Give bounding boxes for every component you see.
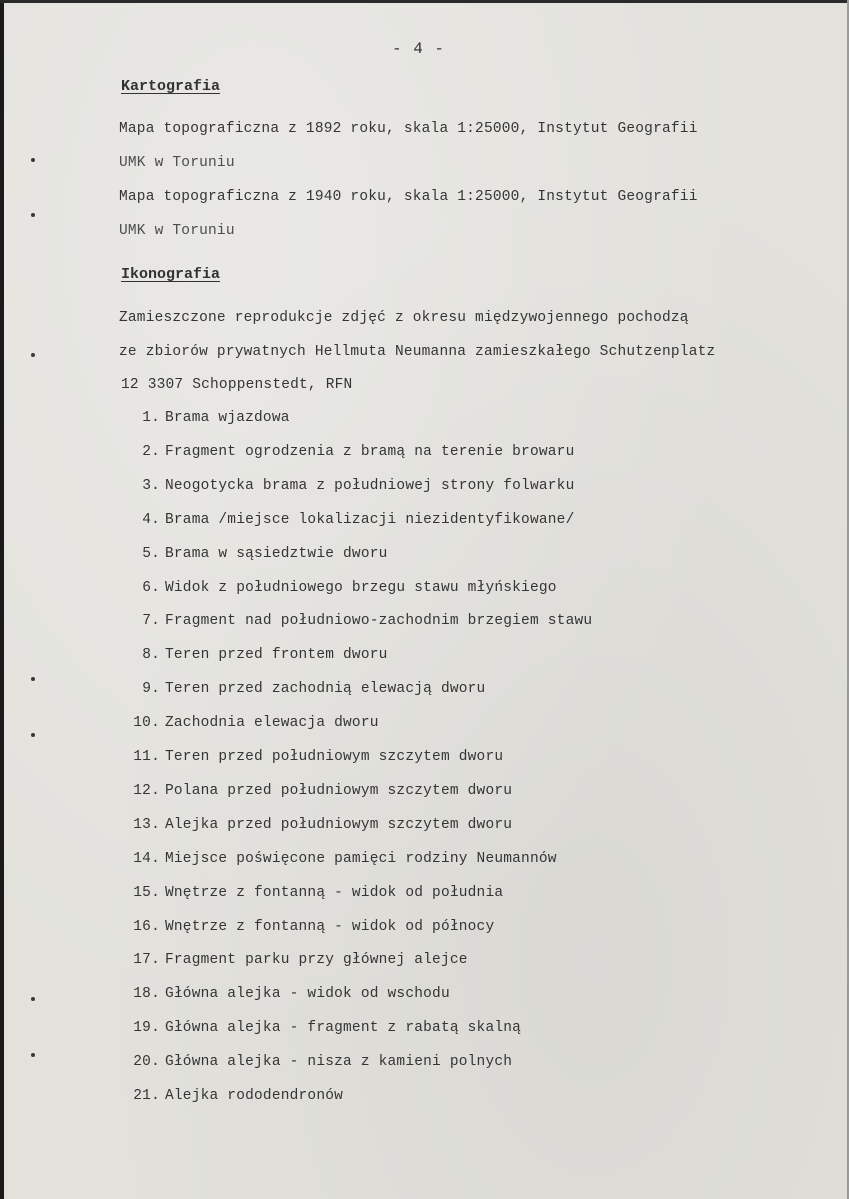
list-item-number: 4. xyxy=(142,511,160,528)
punch-hole-mark xyxy=(31,213,35,217)
ikonografia-intro-line: Zamieszczone reprodukcje zdjęć z okresu międzywojennego pochodzą xyxy=(119,310,689,326)
list-item-number: 19. xyxy=(133,1020,160,1037)
list-item-text: Zachodnia elewacja dworu xyxy=(165,715,379,732)
list-item-text: Wnętrze z fontanną - widok od północy xyxy=(165,918,495,935)
list-item-number: 1. xyxy=(142,410,160,426)
punch-hole-mark xyxy=(31,997,35,1001)
section-heading-ikonografia: Ikonografia xyxy=(121,266,221,283)
kartografia-line: Mapa topograficzna z 1940 roku, skala 1:25000, Instytut Geografii xyxy=(119,189,698,205)
punch-hole-mark xyxy=(31,1053,35,1057)
scan-edge-top xyxy=(0,0,849,3)
list-item-number: 13. xyxy=(133,816,160,833)
list-item-number: 16. xyxy=(133,918,160,935)
list-item-text: Polana przed południowym szczytem dworu xyxy=(165,782,513,799)
list-item-number: 20. xyxy=(133,1054,160,1071)
list-item-text: Główna alejka - fragment z rabatą skalną xyxy=(165,1020,522,1037)
kartografia-line: UMK w Toruniu xyxy=(119,155,235,171)
scan-edge-left xyxy=(0,0,4,1199)
ikonografia-intro-line: 12 3307 Schoppenstedt, RFN xyxy=(121,377,353,393)
list-item-text: Brama w sąsiedztwie dworu xyxy=(165,545,388,562)
list-item-text: Brama /miejsce lokalizacji niezidentyfikowane/ xyxy=(165,511,575,528)
list-item-text: Teren przed frontem dworu xyxy=(165,647,388,664)
list-item-text: Fragment nad południowo-zachodnim brzegiem stawu xyxy=(165,613,593,630)
punch-hole-mark xyxy=(31,158,35,162)
list-item-text: Miejsce poświęcone pamięci rodziny Neumannów xyxy=(165,850,557,867)
list-item-number: 18. xyxy=(133,986,160,1003)
list-item-number: 6. xyxy=(142,579,160,596)
list-item-number: 3. xyxy=(142,477,160,494)
list-item-text: Neogotycka brama z południowej strony folwarku xyxy=(165,477,575,494)
list-item-number: 17. xyxy=(133,952,160,969)
ikonografia-intro-line: ze zbiorów prywatnych Hellmuta Neumanna zamieszkałego Schutzenplatz xyxy=(119,344,716,360)
list-item-number: 9. xyxy=(142,681,160,698)
list-item-text: Alejka rododendronów xyxy=(165,1088,344,1104)
punch-hole-mark xyxy=(31,677,35,681)
list-item-number: 15. xyxy=(133,884,160,901)
kartografia-line: UMK w Toruniu xyxy=(119,223,235,239)
list-item-text: Brama wjazdowa xyxy=(165,410,290,426)
list-item-number: 12. xyxy=(133,782,160,799)
punch-hole-mark xyxy=(31,353,35,357)
list-item-number: 8. xyxy=(142,647,160,664)
list-item-text: Fragment ogrodzenia z bramą na terenie browaru xyxy=(165,443,575,460)
list-item-text: Alejka przed południowym szczytem dworu xyxy=(165,816,513,833)
list-item-number: 21. xyxy=(133,1088,160,1104)
list-item-text: Teren przed zachodnią elewacją dworu xyxy=(165,681,486,698)
punch-hole-mark xyxy=(31,733,35,737)
list-item-text: Teren przed południowym szczytem dworu xyxy=(165,749,504,765)
list-item-number: 5. xyxy=(142,545,160,562)
list-item-text: Wnętrze z fontanną - widok od południa xyxy=(165,884,504,901)
list-item-text: Widok z południowego brzegu stawu młyńskiego xyxy=(165,579,557,596)
list-item-number: 2. xyxy=(142,443,160,460)
page-number: - 4 - xyxy=(392,40,446,58)
list-item-text: Główna alejka - nisza z kamieni polnych xyxy=(165,1054,513,1071)
list-item-text: Fragment parku przy głównej alejce xyxy=(165,952,468,969)
kartografia-line: Mapa topograficzna z 1892 roku, skala 1:25000, Instytut Geografii xyxy=(119,121,698,137)
list-item-number: 10. xyxy=(133,715,160,732)
list-item-number: 11. xyxy=(133,749,160,765)
list-item-number: 7. xyxy=(142,613,160,630)
list-item-text: Główna alejka - widok od wschodu xyxy=(165,986,450,1003)
list-item-number: 14. xyxy=(133,850,160,867)
section-heading-kartografia: Kartografia xyxy=(121,78,221,95)
